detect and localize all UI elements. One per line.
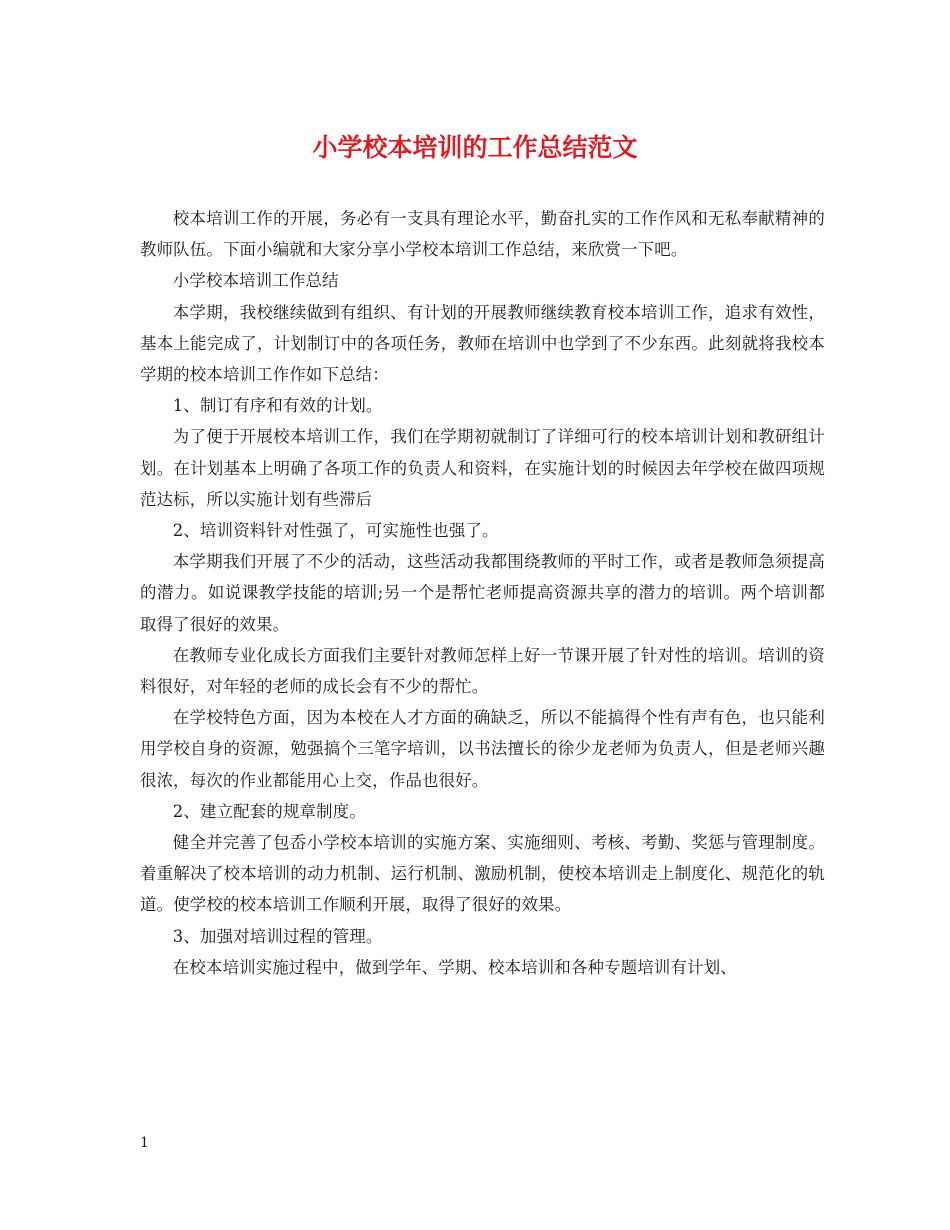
- paragraph-process: 在校本培训实施过程中，做到学年、学期、校本培训和各种专题培训有计划、: [172, 957, 737, 977]
- document-body: [140, 203, 825, 983]
- paragraph-intro: 校本培训工作的开展，务必有一支具有理论水平，勤奋扎实的工作作风和无私奉献精神的教师队伍。下面小编就和大家分享小学校本培训工作总结，来欣赏一下吧。: [140, 209, 825, 260]
- section-heading-plan: 1、制订有序和有效的计划。: [172, 396, 383, 416]
- section-heading-materials: 2、培训资料针对性强了，可实施性也强了。: [172, 521, 499, 541]
- page-number: 1: [140, 1135, 149, 1151]
- section-heading-rules: 2、建立配套的规章制度。: [172, 801, 366, 821]
- paragraph-activities: 本学期我们开展了不少的活动，这些活动我都围绕教师的平时工作，或者是教师急须提高的潜力。如说课教学技能的培训;另一个是帮忙老师提高资源共享的潜力的培训。两个培训都取得了很好的效果。: [140, 552, 825, 634]
- paragraph-plan: 为了便于开展校本培训工作，我们在学期初就制订了详细可行的校本培训计划和教研组计划。在计划基本上明确了各项工作的负责人和资料，在实施计划的时候因去年学校在做四项规范达标，所以实施计划有些滞后: [140, 427, 825, 509]
- document-title: 小学校本培训的工作总结范文: [312, 133, 638, 162]
- paragraph-overview: 本学期，我校继续做到有组织、有计划的开展教师继续教育校本培训工作，追求有效性，基本上能完成了，计划制订中的各项任务，教师在培训中也学到了不少东西。此刻就将我校本学期的校本培训工作作如下总结：: [140, 302, 825, 385]
- paragraph-school-features: 在学校特色方面，因为本校在人才方面的确缺乏，所以不能搞得个性有声有色，也只能利用学校自身的资源，勉强搞个三笔字培训，以书法擅长的徐少龙老师为负责人，但是老师兴趣很浓，每次的作业都能用心上交，作品也很好。: [140, 708, 825, 790]
- paragraph-rules: 健全并完善了包岙小学校本培训的实施方案、实施细则、考核、考勤、奖惩与管理制度。着重解决了校本培训的动力机制、运行机制、激励机制，使校本培训走上制度化、规范化的轨道。使学校的校本培训工作顺利开展，取得了很好的效果。: [140, 833, 825, 915]
- paragraph-subtitle: 小学校本培训工作总结: [172, 271, 339, 291]
- paragraph-professional-growth: 在教师专业化成长方面我们主要针对教师怎样上好一节课开展了针对性的培训。培训的资料很好，对年轻的老师的成长会有不少的帮忙。: [140, 645, 825, 697]
- section-heading-process: 3、加强对培训过程的管理。: [172, 926, 383, 946]
